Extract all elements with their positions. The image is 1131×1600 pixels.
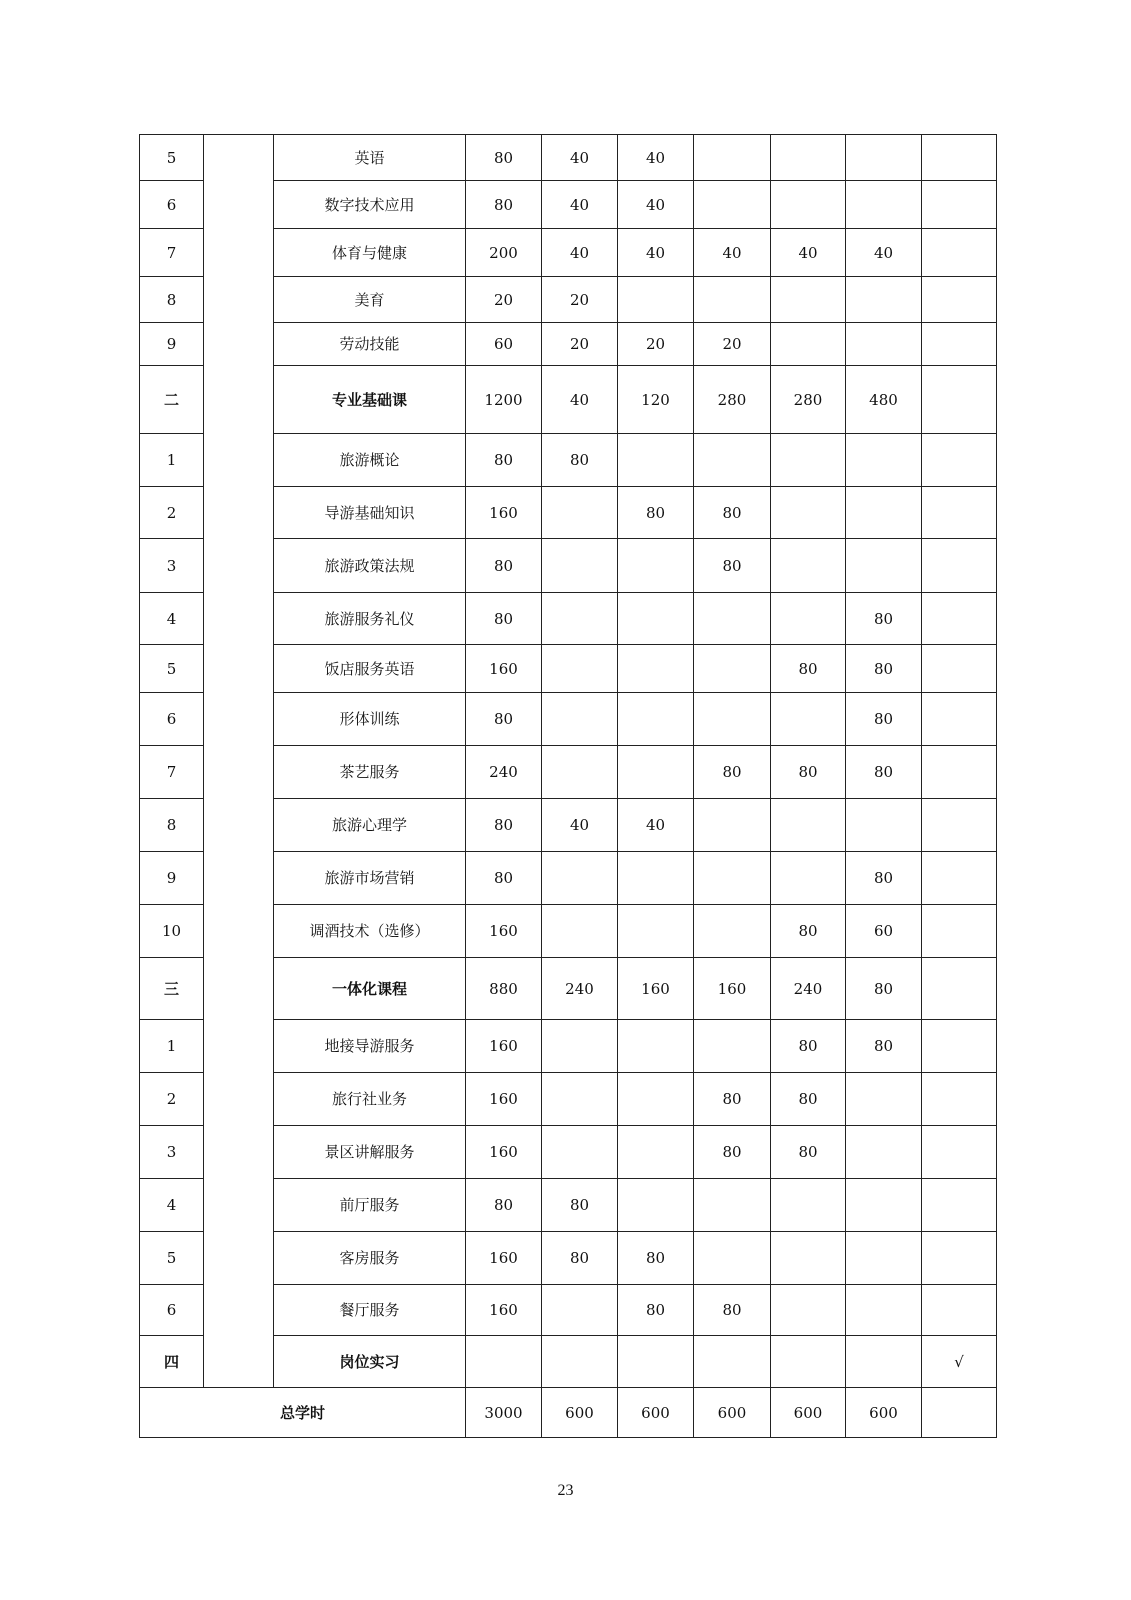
semester-6-cell xyxy=(922,799,997,852)
semester-3-cell: 80 xyxy=(694,1285,771,1336)
semester-5-cell: 480 xyxy=(846,366,922,434)
total-hours-cell: 80 xyxy=(466,1179,542,1232)
semester-4-cell xyxy=(771,135,846,181)
semester-4-cell xyxy=(771,852,846,905)
semester-1-cell xyxy=(542,905,618,958)
semester-3-cell: 20 xyxy=(694,323,771,366)
semester-4-cell: 80 xyxy=(771,645,846,693)
semester-1-cell xyxy=(542,539,618,593)
row-number: 3 xyxy=(140,539,204,593)
semester-5-cell xyxy=(846,277,922,323)
semester-5-cell xyxy=(846,1232,922,1285)
semester-6-cell xyxy=(922,366,997,434)
semester-1-cell: 40 xyxy=(542,135,618,181)
semester-2-cell: 20 xyxy=(618,323,694,366)
total-hours-cell: 80 xyxy=(466,539,542,593)
semester-3-cell: 280 xyxy=(694,366,771,434)
total-semester-2-cell: 600 xyxy=(618,1388,694,1438)
semester-4-cell xyxy=(771,693,846,746)
semester-2-cell: 40 xyxy=(618,799,694,852)
semester-1-cell: 80 xyxy=(542,1179,618,1232)
semester-5-cell xyxy=(846,323,922,366)
course-name: 景区讲解服务 xyxy=(274,1126,466,1179)
total-hours-cell: 80 xyxy=(466,693,542,746)
semester-6-cell xyxy=(922,905,997,958)
total-hours-cell: 160 xyxy=(466,905,542,958)
semester-2-cell: 40 xyxy=(618,229,694,277)
row-number: 四 xyxy=(140,1336,204,1388)
table-body xyxy=(140,135,997,1438)
semester-4-cell xyxy=(771,323,846,366)
semester-6-cell xyxy=(922,593,997,645)
row-number: 6 xyxy=(140,1285,204,1336)
total-hours-cell xyxy=(466,1336,542,1388)
semester-1-cell xyxy=(542,487,618,539)
semester-5-cell: 60 xyxy=(846,905,922,958)
row-number: 4 xyxy=(140,593,204,645)
total-hours-cell: 240 xyxy=(466,746,542,799)
total-semester-3-cell: 600 xyxy=(694,1388,771,1438)
total-semester-5-cell: 600 xyxy=(846,1388,922,1438)
semester-6-cell xyxy=(922,539,997,593)
semester-3-cell: 80 xyxy=(694,1126,771,1179)
course-name: 一体化课程 xyxy=(274,958,466,1020)
semester-1-cell xyxy=(542,1126,618,1179)
row-number: 7 xyxy=(140,229,204,277)
semester-1-cell: 80 xyxy=(542,1232,618,1285)
semester-5-cell xyxy=(846,135,922,181)
course-name: 导游基础知识 xyxy=(274,487,466,539)
total-hours-cell: 160 xyxy=(466,1285,542,1336)
semester-6-cell xyxy=(922,852,997,905)
semester-5-cell: 80 xyxy=(846,693,922,746)
semester-4-cell: 80 xyxy=(771,1020,846,1073)
semester-1-cell: 240 xyxy=(542,958,618,1020)
semester-5-cell: 80 xyxy=(846,593,922,645)
semester-2-cell xyxy=(618,746,694,799)
course-name: 数字技术应用 xyxy=(274,181,466,229)
semester-4-cell xyxy=(771,799,846,852)
semester-3-cell xyxy=(694,693,771,746)
semester-2-cell xyxy=(618,1020,694,1073)
semester-5-cell: 80 xyxy=(846,958,922,1020)
semester-3-cell xyxy=(694,905,771,958)
row-number: 5 xyxy=(140,135,204,181)
category-cell xyxy=(204,135,274,1388)
row-number: 二 xyxy=(140,366,204,434)
total-total-hours-cell: 3000 xyxy=(466,1388,542,1438)
semester-2-cell xyxy=(618,593,694,645)
course-name: 饭店服务英语 xyxy=(274,645,466,693)
semester-6-cell xyxy=(922,135,997,181)
semester-3-cell xyxy=(694,1336,771,1388)
semester-5-cell: 80 xyxy=(846,746,922,799)
row-number: 3 xyxy=(140,1126,204,1179)
semester-3-cell xyxy=(694,135,771,181)
semester-3-cell xyxy=(694,1020,771,1073)
semester-6-cell xyxy=(922,1232,997,1285)
total-hours-cell: 160 xyxy=(466,487,542,539)
total-hours-cell: 1200 xyxy=(466,366,542,434)
semester-2-cell xyxy=(618,277,694,323)
semester-2-cell xyxy=(618,1126,694,1179)
semester-6-cell xyxy=(922,645,997,693)
semester-2-cell xyxy=(618,1336,694,1388)
row-number: 1 xyxy=(140,434,204,487)
course-hours-table xyxy=(139,134,997,1438)
total-hours-cell: 80 xyxy=(466,434,542,487)
total-semester-6-cell xyxy=(922,1388,997,1438)
course-name: 专业基础课 xyxy=(274,366,466,434)
row-number: 2 xyxy=(140,1073,204,1126)
semester-2-cell xyxy=(618,905,694,958)
course-name: 旅游概论 xyxy=(274,434,466,487)
semester-3-cell xyxy=(694,593,771,645)
course-name: 旅游市场营销 xyxy=(274,852,466,905)
semester-5-cell xyxy=(846,1179,922,1232)
total-hours-cell: 160 xyxy=(466,1020,542,1073)
total-hours-cell: 80 xyxy=(466,852,542,905)
semester-1-cell: 20 xyxy=(542,277,618,323)
semester-3-cell xyxy=(694,181,771,229)
semester-2-cell: 80 xyxy=(618,1285,694,1336)
row-number: 5 xyxy=(140,1232,204,1285)
semester-2-cell: 120 xyxy=(618,366,694,434)
semester-1-cell xyxy=(542,593,618,645)
semester-6-cell xyxy=(922,277,997,323)
total-hours-cell: 160 xyxy=(466,1126,542,1179)
semester-2-cell xyxy=(618,1073,694,1126)
semester-3-cell xyxy=(694,1179,771,1232)
semester-5-cell xyxy=(846,487,922,539)
semester-1-cell xyxy=(542,645,618,693)
table-row xyxy=(140,135,997,181)
total-hours-cell: 80 xyxy=(466,799,542,852)
row-number: 5 xyxy=(140,645,204,693)
semester-1-cell: 40 xyxy=(542,799,618,852)
semester-5-cell xyxy=(846,799,922,852)
course-name: 前厅服务 xyxy=(274,1179,466,1232)
semester-3-cell: 80 xyxy=(694,487,771,539)
semester-1-cell xyxy=(542,1073,618,1126)
semester-2-cell xyxy=(618,1179,694,1232)
semester-4-cell: 80 xyxy=(771,1126,846,1179)
semester-3-cell xyxy=(694,645,771,693)
semester-5-cell: 80 xyxy=(846,852,922,905)
row-number: 6 xyxy=(140,181,204,229)
semester-4-cell: 40 xyxy=(771,229,846,277)
semester-4-cell: 80 xyxy=(771,905,846,958)
semester-4-cell xyxy=(771,1336,846,1388)
semester-2-cell xyxy=(618,852,694,905)
semester-4-cell xyxy=(771,277,846,323)
semester-1-cell xyxy=(542,1285,618,1336)
semester-5-cell xyxy=(846,181,922,229)
total-hours-cell: 80 xyxy=(466,135,542,181)
row-number: 8 xyxy=(140,277,204,323)
semester-3-cell: 160 xyxy=(694,958,771,1020)
semester-5-cell xyxy=(846,434,922,487)
row-number: 8 xyxy=(140,799,204,852)
semester-4-cell xyxy=(771,1285,846,1336)
semester-6-cell xyxy=(922,323,997,366)
semester-3-cell xyxy=(694,277,771,323)
semester-5-cell xyxy=(846,539,922,593)
total-semester-4-cell: 600 xyxy=(771,1388,846,1438)
semester-3-cell: 80 xyxy=(694,746,771,799)
semester-6-cell xyxy=(922,487,997,539)
total-hours-cell: 60 xyxy=(466,323,542,366)
total-hours-cell: 880 xyxy=(466,958,542,1020)
course-name: 旅游政策法规 xyxy=(274,539,466,593)
semester-6-cell xyxy=(922,693,997,746)
course-name: 旅游心理学 xyxy=(274,799,466,852)
semester-6-cell xyxy=(922,1179,997,1232)
semester-2-cell: 160 xyxy=(618,958,694,1020)
course-name: 地接导游服务 xyxy=(274,1020,466,1073)
semester-4-cell: 240 xyxy=(771,958,846,1020)
semester-5-cell: 80 xyxy=(846,645,922,693)
semester-1-cell xyxy=(542,852,618,905)
semester-5-cell xyxy=(846,1073,922,1126)
semester-5-cell xyxy=(846,1285,922,1336)
semester-4-cell xyxy=(771,539,846,593)
semester-4-cell: 80 xyxy=(771,746,846,799)
semester-3-cell: 80 xyxy=(694,1073,771,1126)
course-name: 英语 xyxy=(274,135,466,181)
row-number: 4 xyxy=(140,1179,204,1232)
row-number: 6 xyxy=(140,693,204,746)
semester-4-cell xyxy=(771,487,846,539)
semester-1-cell xyxy=(542,1020,618,1073)
semester-1-cell: 20 xyxy=(542,323,618,366)
row-number: 9 xyxy=(140,852,204,905)
row-number: 9 xyxy=(140,323,204,366)
total-hours-label: 总学时 xyxy=(140,1388,466,1438)
semester-4-cell xyxy=(771,593,846,645)
semester-1-cell: 80 xyxy=(542,434,618,487)
semester-5-cell: 40 xyxy=(846,229,922,277)
total-hours-cell: 200 xyxy=(466,229,542,277)
row-number: 2 xyxy=(140,487,204,539)
semester-3-cell: 80 xyxy=(694,539,771,593)
semester-6-cell xyxy=(922,229,997,277)
semester-4-cell: 280 xyxy=(771,366,846,434)
row-number: 三 xyxy=(140,958,204,1020)
semester-5-cell xyxy=(846,1336,922,1388)
total-semester-1-cell: 600 xyxy=(542,1388,618,1438)
semester-2-cell: 80 xyxy=(618,487,694,539)
row-number: 10 xyxy=(140,905,204,958)
semester-3-cell xyxy=(694,852,771,905)
semester-4-cell: 80 xyxy=(771,1073,846,1126)
semester-5-cell: 80 xyxy=(846,1020,922,1073)
total-hours-cell: 80 xyxy=(466,181,542,229)
total-hours-cell: 80 xyxy=(466,593,542,645)
semester-6-cell xyxy=(922,181,997,229)
total-hours-cell: 160 xyxy=(466,1073,542,1126)
course-name: 茶艺服务 xyxy=(274,746,466,799)
semester-1-cell xyxy=(542,693,618,746)
semester-6-cell xyxy=(922,1073,997,1126)
total-hours-cell: 20 xyxy=(466,277,542,323)
semester-3-cell: 40 xyxy=(694,229,771,277)
row-number: 1 xyxy=(140,1020,204,1073)
course-name: 体育与健康 xyxy=(274,229,466,277)
semester-4-cell xyxy=(771,434,846,487)
semester-2-cell xyxy=(618,645,694,693)
semester-2-cell: 40 xyxy=(618,181,694,229)
semester-4-cell xyxy=(771,1179,846,1232)
semester-2-cell: 80 xyxy=(618,1232,694,1285)
course-name: 旅游服务礼仪 xyxy=(274,593,466,645)
semester-2-cell xyxy=(618,693,694,746)
semester-6-cell xyxy=(922,434,997,487)
semester-2-cell xyxy=(618,539,694,593)
semester-3-cell xyxy=(694,434,771,487)
semester-6-cell xyxy=(922,1020,997,1073)
course-name: 岗位实习 xyxy=(274,1336,466,1388)
course-name: 劳动技能 xyxy=(274,323,466,366)
semester-2-cell: 40 xyxy=(618,135,694,181)
semester-6-cell xyxy=(922,958,997,1020)
semester-1-cell xyxy=(542,746,618,799)
semester-4-cell xyxy=(771,1232,846,1285)
semester-1-cell: 40 xyxy=(542,366,618,434)
course-name: 客房服务 xyxy=(274,1232,466,1285)
semester-1-cell: 40 xyxy=(542,181,618,229)
course-name: 美育 xyxy=(274,277,466,323)
row-number: 7 xyxy=(140,746,204,799)
semester-1-cell: 40 xyxy=(542,229,618,277)
semester-4-cell xyxy=(771,181,846,229)
course-name: 形体训练 xyxy=(274,693,466,746)
total-row xyxy=(140,1388,997,1438)
total-hours-cell: 160 xyxy=(466,645,542,693)
total-hours-cell: 160 xyxy=(466,1232,542,1285)
course-name: 旅行社业务 xyxy=(274,1073,466,1126)
semester-2-cell xyxy=(618,434,694,487)
semester-6-cell: √ xyxy=(922,1336,997,1388)
course-name: 餐厅服务 xyxy=(274,1285,466,1336)
semester-5-cell xyxy=(846,1126,922,1179)
semester-6-cell xyxy=(922,1285,997,1336)
semester-3-cell xyxy=(694,1232,771,1285)
page-number: 23 xyxy=(557,1482,574,1499)
semester-6-cell xyxy=(922,1126,997,1179)
semester-6-cell xyxy=(922,746,997,799)
course-name: 调酒技术（选修） xyxy=(274,905,466,958)
semester-1-cell xyxy=(542,1336,618,1388)
semester-3-cell xyxy=(694,799,771,852)
